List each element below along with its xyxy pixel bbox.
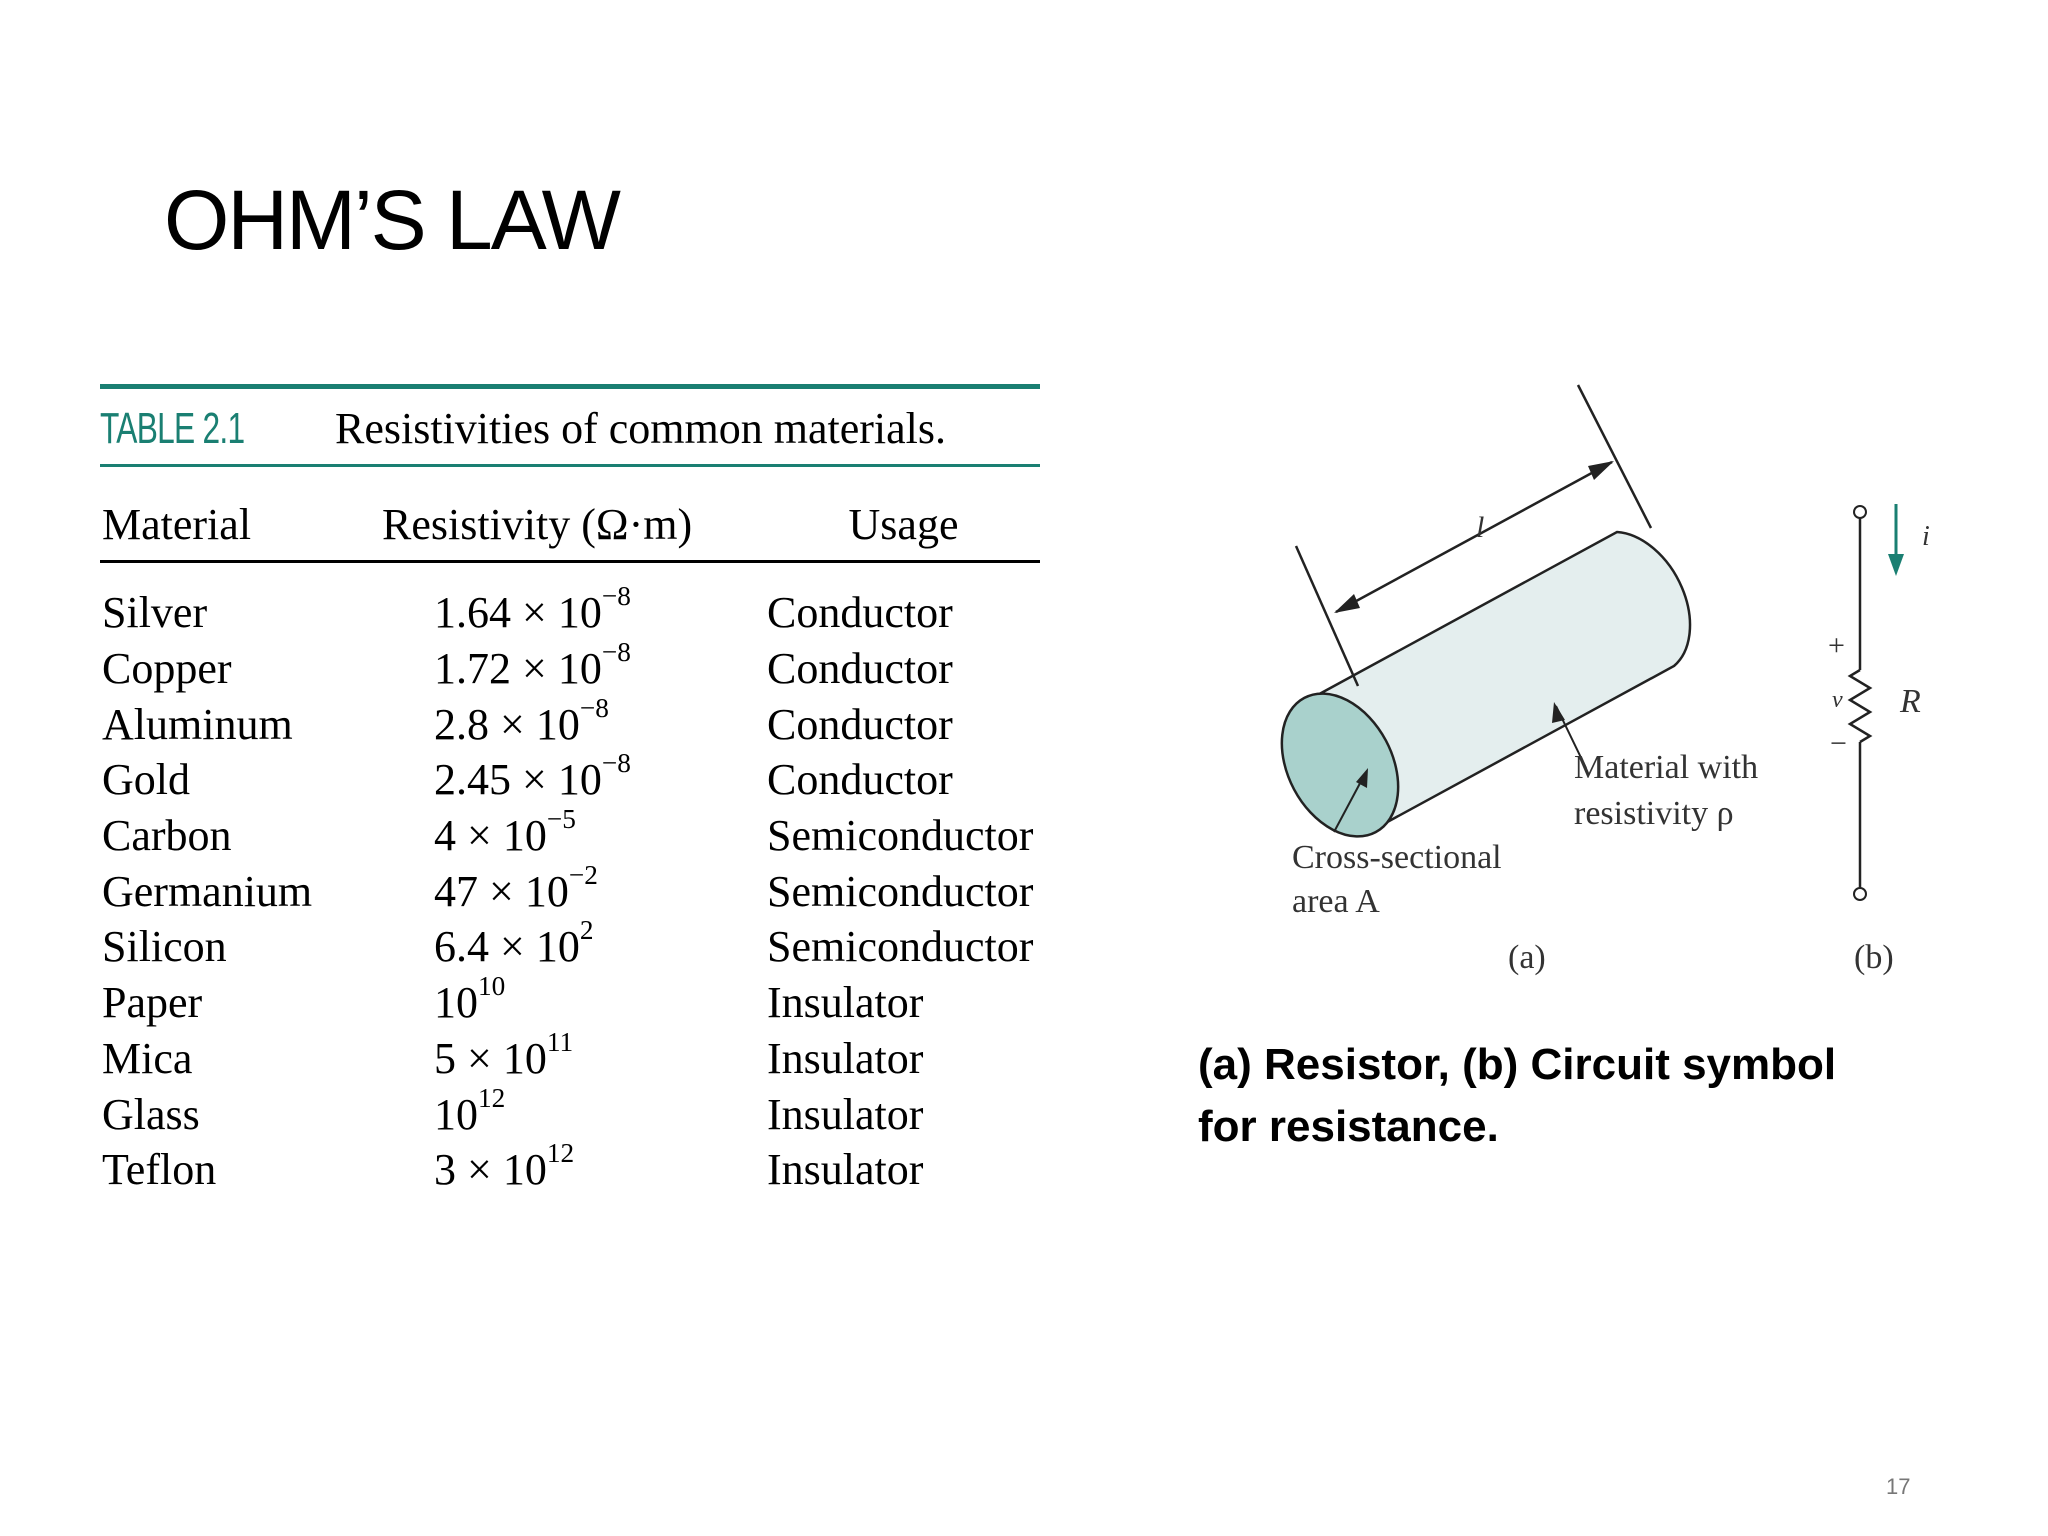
resistor-zigzag xyxy=(1850,670,1870,742)
cell-material: Gold xyxy=(102,755,190,805)
minus-sign: − xyxy=(1830,727,1847,760)
length-label: l xyxy=(1476,511,1485,544)
length-arrow-left xyxy=(1334,594,1360,613)
material-label-line1: Material with xyxy=(1574,749,1759,786)
table-row xyxy=(100,1082,1040,1142)
cell-usage: Semiconductor xyxy=(767,922,1034,972)
length-arrow-right xyxy=(1588,461,1614,480)
cell-usage: Insulator xyxy=(767,1145,924,1195)
slide-title: OHM’S LAW xyxy=(164,173,619,267)
caption-line2: for resistance. xyxy=(1198,1102,1499,1151)
extension-line-left xyxy=(1296,546,1358,686)
table-caption xyxy=(100,389,1040,467)
current-arrow-head xyxy=(1888,554,1904,576)
cell-usage: Semiconductor xyxy=(767,866,1034,916)
current-label: i xyxy=(1922,521,1930,552)
table-row xyxy=(100,804,1040,864)
cell-resistivity: $4 \times 10^{-5}$ xyxy=(434,804,576,861)
cell-resistivity: $1.64 \times 10^{-8}$ xyxy=(434,581,631,638)
cell-material: Mica xyxy=(102,1033,193,1083)
table-number: TABLE 2.1 xyxy=(100,404,245,453)
voltage-label: v xyxy=(1832,687,1843,713)
terminal-top xyxy=(1854,506,1866,518)
cell-material: Silver xyxy=(102,588,208,638)
table-row xyxy=(100,637,1040,697)
header-usage: Usage xyxy=(848,500,959,549)
header-resistivity: Resistivity (Ω·m) xyxy=(382,500,693,549)
cell-material: Germanium xyxy=(102,866,313,916)
table-row xyxy=(100,1138,1040,1198)
cell-resistivity: $2.8 \times 10^{-8}$ xyxy=(434,692,609,749)
cell-material: Glass xyxy=(102,1089,200,1139)
table-row xyxy=(100,915,1040,975)
resistor-label: R xyxy=(1900,683,1921,720)
table-row xyxy=(100,859,1040,919)
cell-material: Aluminum xyxy=(102,699,293,749)
cell-usage: Insulator xyxy=(767,1033,924,1083)
cell-usage: Semiconductor xyxy=(767,811,1034,861)
table-row xyxy=(100,971,1040,1031)
cell-resistivity: $10^{10}$ xyxy=(434,971,506,1028)
area-label-line2: area A xyxy=(1292,883,1380,920)
terminal-bottom xyxy=(1854,888,1866,900)
area-label-line1: Cross-sectional xyxy=(1292,839,1502,876)
table-body xyxy=(100,563,1040,1198)
cell-resistivity: $1.72 \times 10^{-8}$ xyxy=(434,637,631,694)
cell-material: Carbon xyxy=(102,811,232,861)
table-row xyxy=(100,748,1040,808)
cell-usage: Insulator xyxy=(767,978,924,1028)
cell-resistivity: $2.45 \times 10^{-8}$ xyxy=(434,748,631,805)
cell-usage: Insulator xyxy=(767,1089,924,1139)
cell-resistivity: $47 \times 10^{-2}$ xyxy=(434,859,598,916)
cell-usage: Conductor xyxy=(767,588,953,638)
table-header-row xyxy=(100,467,1040,563)
extension-line-right xyxy=(1578,385,1651,528)
cell-usage: Conductor xyxy=(767,644,953,694)
table-caption-text: Resistivities of common materials. xyxy=(335,404,947,453)
panel-a-label: (a) xyxy=(1508,939,1546,976)
cell-resistivity: $3 \times 10^{12}$ xyxy=(434,1138,575,1195)
cell-material: Silicon xyxy=(102,922,227,972)
table-row xyxy=(100,1027,1040,1087)
page-number: 17 xyxy=(1886,1474,1911,1499)
panel-b-label: (b) xyxy=(1854,939,1894,976)
table-row xyxy=(100,581,1040,641)
cell-resistivity: $6.4 \times 10^2$ xyxy=(434,915,594,972)
cell-material: Copper xyxy=(102,644,232,694)
caption-line1: (a) Resistor, (b) Circuit symbol xyxy=(1198,1040,1837,1089)
resistivity-table xyxy=(100,384,1040,1198)
cell-resistivity: $5 \times 10^{11}$ xyxy=(434,1027,574,1083)
figure-caption xyxy=(1198,1034,1918,1158)
header-material: Material xyxy=(102,500,252,549)
cell-usage: Conductor xyxy=(767,755,953,805)
cell-material: Paper xyxy=(102,978,203,1028)
cell-usage: Conductor xyxy=(767,699,953,749)
cell-resistivity: $10^{12}$ xyxy=(434,1082,506,1139)
table-row xyxy=(100,692,1040,752)
cell-material: Teflon xyxy=(102,1145,217,1195)
material-label-line2: resistivity ρ xyxy=(1574,795,1734,832)
resistor-figure xyxy=(1250,380,1970,1000)
circuit-symbol xyxy=(1850,504,1904,900)
plus-sign: + xyxy=(1828,629,1845,662)
